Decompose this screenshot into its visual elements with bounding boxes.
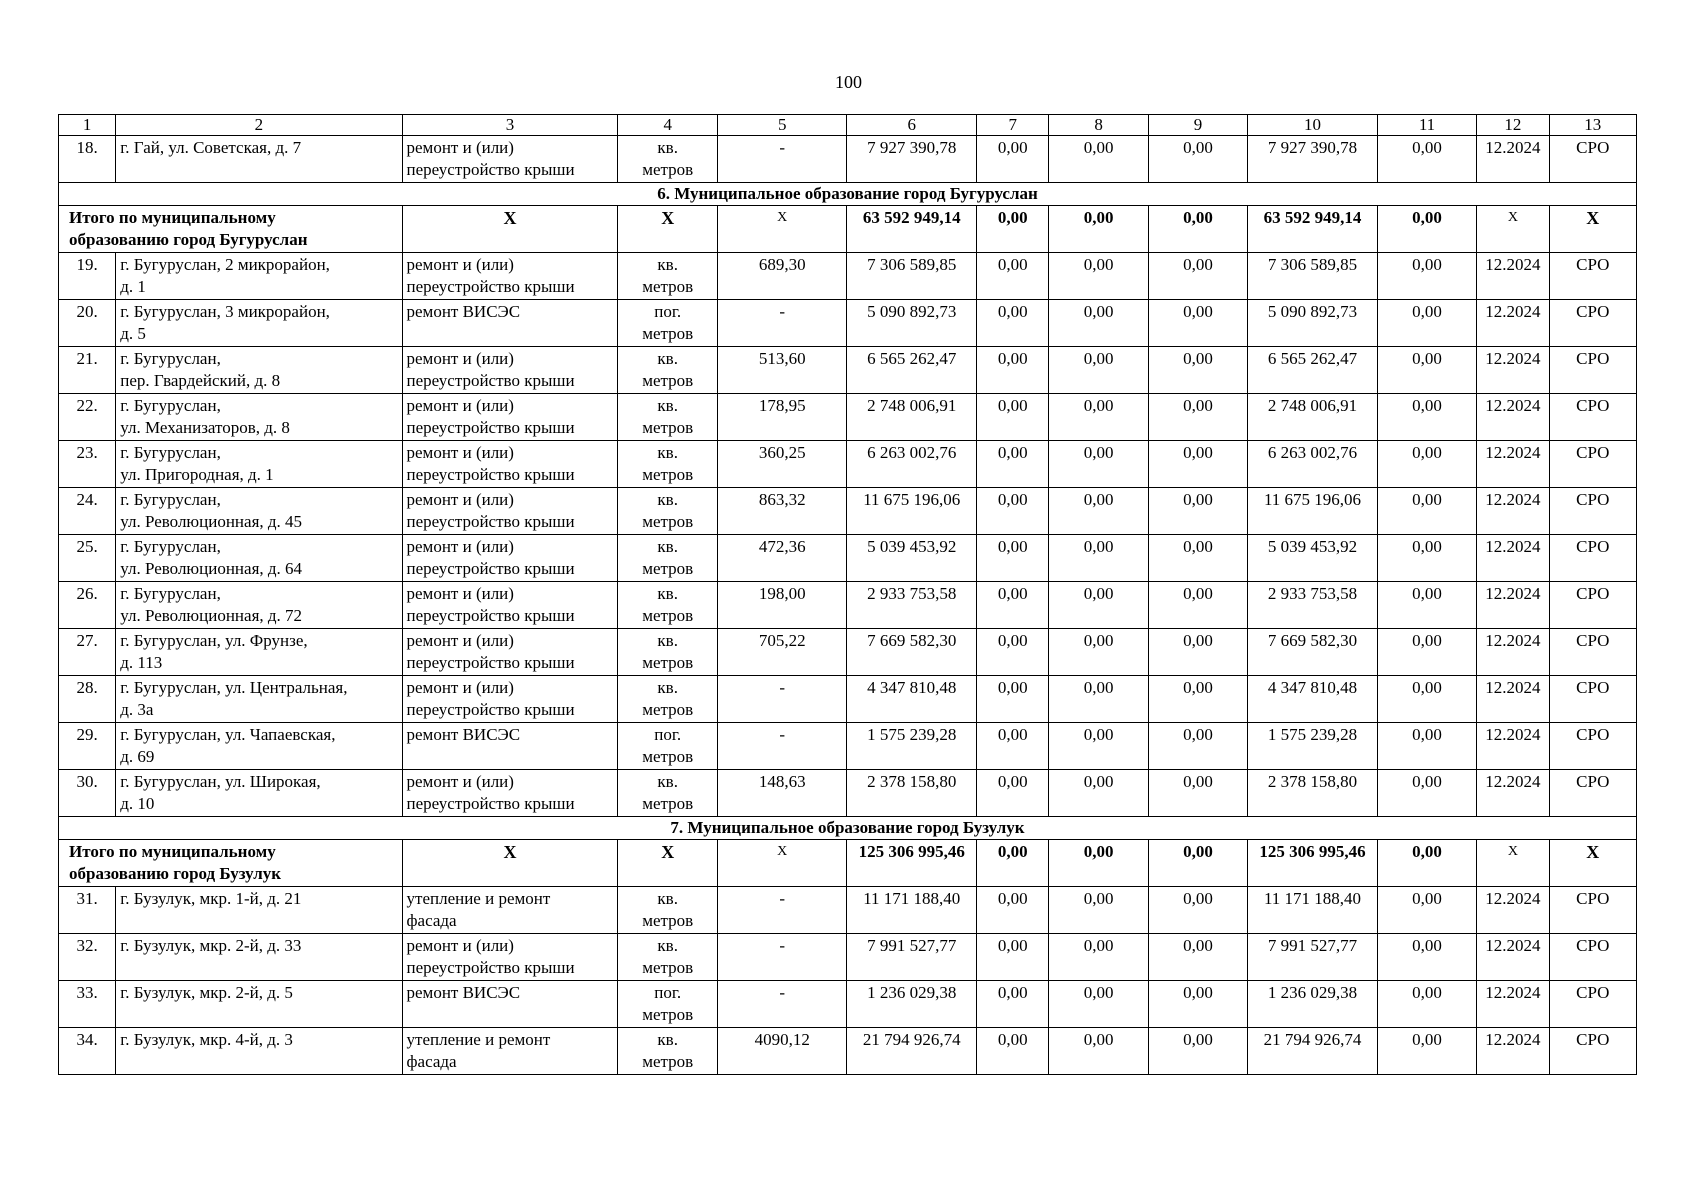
unit-cell: пог. метров xyxy=(618,723,717,770)
value-cell: 0,00 xyxy=(1148,394,1247,441)
address-cell: г. Бугуруслан, ул. Механизаторов, д. 8 xyxy=(116,394,402,441)
value-cell: 0,00 xyxy=(1049,441,1148,488)
table-row xyxy=(59,770,1637,817)
total-row xyxy=(59,840,1637,887)
value-cell: 0,00 xyxy=(1377,441,1476,488)
value-cell: 12.2024 xyxy=(1477,535,1549,582)
value-cell: 0,00 xyxy=(1377,887,1476,934)
value-cell: 12.2024 xyxy=(1477,723,1549,770)
column-number-cell: 10 xyxy=(1248,115,1378,136)
work-type-cell: ремонт ВИСЭС xyxy=(402,300,618,347)
value-cell: 0,00 xyxy=(1049,488,1148,535)
table-row xyxy=(59,629,1637,676)
column-number-cell: 11 xyxy=(1377,115,1476,136)
value-cell: 0,00 xyxy=(977,136,1049,183)
value-cell: 0,00 xyxy=(1148,441,1247,488)
column-number-cell: 12 xyxy=(1477,115,1549,136)
table-row xyxy=(59,723,1637,770)
unit-cell: кв. метров xyxy=(618,253,717,300)
value-cell: 0,00 xyxy=(1049,887,1148,934)
value-cell: 11 171 188,40 xyxy=(1248,887,1378,934)
value-cell: 0,00 xyxy=(1148,300,1247,347)
value-cell: 7 927 390,78 xyxy=(847,136,977,183)
work-type-cell: ремонт и (или) переустройство крыши xyxy=(402,535,618,582)
value-cell: 0,00 xyxy=(977,887,1049,934)
value-cell: 7 991 527,77 xyxy=(847,934,977,981)
area-cell: 689,30 xyxy=(717,253,847,300)
work-type-cell: ремонт и (или) переустройство крыши xyxy=(402,676,618,723)
area-cell: 4090,12 xyxy=(717,1028,847,1075)
area-cell: 513,60 xyxy=(717,347,847,394)
value-cell: 0,00 xyxy=(977,253,1049,300)
section-row xyxy=(59,817,1637,840)
value-cell: 0,00 xyxy=(1049,582,1148,629)
method-cell: СРО xyxy=(1549,441,1636,488)
area-cell: 863,32 xyxy=(717,488,847,535)
table-row xyxy=(59,981,1637,1028)
unit-cell: кв. метров xyxy=(618,582,717,629)
unit-cell: кв. метров xyxy=(618,136,717,183)
table-row xyxy=(59,1028,1637,1075)
table-row xyxy=(59,488,1637,535)
unit-cell: кв. метров xyxy=(618,676,717,723)
method-cell: СРО xyxy=(1549,770,1636,817)
method-cell: СРО xyxy=(1549,300,1636,347)
work-type-cell: ремонт и (или) переустройство крыши xyxy=(402,347,618,394)
value-cell: 0,00 xyxy=(977,582,1049,629)
value-cell: 12.2024 xyxy=(1477,676,1549,723)
value-cell: 0,00 xyxy=(1148,535,1247,582)
table-row xyxy=(59,535,1637,582)
value-cell: 2 378 158,80 xyxy=(847,770,977,817)
unit-cell: кв. метров xyxy=(618,394,717,441)
total-value-cell: 0,00 xyxy=(1148,206,1247,253)
total-value-cell: 0,00 xyxy=(1148,840,1247,887)
row-number: 31. xyxy=(59,887,116,934)
row-number: 20. xyxy=(59,300,116,347)
address-cell: г. Бугуруслан, ул. Революционная, д. 45 xyxy=(116,488,402,535)
column-number-cell: 13 xyxy=(1549,115,1636,136)
address-cell: г. Бузулук, мкр. 2-й, д. 5 xyxy=(116,981,402,1028)
value-cell: 0,00 xyxy=(1377,300,1476,347)
area-cell: - xyxy=(717,934,847,981)
work-type-cell: ремонт и (или) переустройство крыши xyxy=(402,394,618,441)
value-cell: 12.2024 xyxy=(1477,770,1549,817)
value-cell: 12.2024 xyxy=(1477,629,1549,676)
value-cell: 12.2024 xyxy=(1477,934,1549,981)
unit-cell: пог. метров xyxy=(618,981,717,1028)
address-cell: г. Бугуруслан, ул. Чапаевская, д. 69 xyxy=(116,723,402,770)
value-cell: 0,00 xyxy=(1377,723,1476,770)
value-cell: 0,00 xyxy=(977,723,1049,770)
value-cell: 6 263 002,76 xyxy=(847,441,977,488)
work-type-cell: ремонт и (или) переустройство крыши xyxy=(402,136,618,183)
value-cell: 0,00 xyxy=(977,394,1049,441)
method-cell: СРО xyxy=(1549,535,1636,582)
table-row xyxy=(59,136,1637,183)
address-cell: г. Бугуруслан, ул. Фрунзе, д. 113 xyxy=(116,629,402,676)
total-value-cell: 0,00 xyxy=(1377,840,1476,887)
unit-cell: кв. метров xyxy=(618,934,717,981)
value-cell: 1 236 029,38 xyxy=(1248,981,1378,1028)
area-cell: 705,22 xyxy=(717,629,847,676)
value-cell: 0,00 xyxy=(1148,488,1247,535)
row-number: 27. xyxy=(59,629,116,676)
value-cell: 0,00 xyxy=(1148,347,1247,394)
column-number-cell: 5 xyxy=(717,115,847,136)
work-type-cell: ремонт и (или) переустройство крыши xyxy=(402,934,618,981)
work-type-cell: ремонт ВИСЭС xyxy=(402,723,618,770)
method-cell: СРО xyxy=(1549,629,1636,676)
method-cell: СРО xyxy=(1549,394,1636,441)
value-cell: 0,00 xyxy=(1049,136,1148,183)
row-number: 26. xyxy=(59,582,116,629)
value-cell: 0,00 xyxy=(1377,347,1476,394)
area-cell: 198,00 xyxy=(717,582,847,629)
row-number: 29. xyxy=(59,723,116,770)
table-row xyxy=(59,887,1637,934)
row-number: 18. xyxy=(59,136,116,183)
method-cell: СРО xyxy=(1549,488,1636,535)
value-cell: 0,00 xyxy=(977,441,1049,488)
area-cell: - xyxy=(717,981,847,1028)
value-cell: 7 669 582,30 xyxy=(1248,629,1378,676)
total-value-cell: 0,00 xyxy=(1049,840,1148,887)
unit-cell: кв. метров xyxy=(618,629,717,676)
unit-cell: кв. метров xyxy=(618,488,717,535)
value-cell: 0,00 xyxy=(1148,676,1247,723)
total-x-cell: Х xyxy=(618,206,717,253)
value-cell: 0,00 xyxy=(1148,934,1247,981)
value-cell: 0,00 xyxy=(977,770,1049,817)
value-cell: 12.2024 xyxy=(1477,253,1549,300)
page-number: 100 xyxy=(835,72,862,92)
address-cell: г. Бугуруслан, ул. Революционная, д. 64 xyxy=(116,535,402,582)
method-cell: СРО xyxy=(1549,253,1636,300)
value-cell: 12.2024 xyxy=(1477,441,1549,488)
work-type-cell: ремонт и (или) переустройство крыши xyxy=(402,582,618,629)
section-row xyxy=(59,183,1637,206)
method-cell: СРО xyxy=(1549,136,1636,183)
address-cell: г. Бугуруслан, 3 микрорайон, д. 5 xyxy=(116,300,402,347)
value-cell: 0,00 xyxy=(977,535,1049,582)
value-cell: 0,00 xyxy=(1049,535,1148,582)
value-cell: 0,00 xyxy=(1148,629,1247,676)
value-cell: 0,00 xyxy=(977,676,1049,723)
value-cell: 1 575 239,28 xyxy=(847,723,977,770)
value-cell: 4 347 810,48 xyxy=(1248,676,1378,723)
value-cell: 21 794 926,74 xyxy=(1248,1028,1378,1075)
area-cell: 148,63 xyxy=(717,770,847,817)
area-cell: 360,25 xyxy=(717,441,847,488)
total-row xyxy=(59,206,1637,253)
address-cell: г. Бугуруслан, 2 микрорайон, д. 1 xyxy=(116,253,402,300)
work-type-cell: утепление и ремонт фасада xyxy=(402,887,618,934)
work-type-cell: ремонт и (или) переустройство крыши xyxy=(402,488,618,535)
work-type-cell: ремонт и (или) переустройство крыши xyxy=(402,253,618,300)
total-x-cell: Х xyxy=(1477,206,1549,253)
unit-cell: кв. метров xyxy=(618,1028,717,1075)
value-cell: 6 263 002,76 xyxy=(1248,441,1378,488)
value-cell: 12.2024 xyxy=(1477,582,1549,629)
work-type-cell: утепление и ремонт фасада xyxy=(402,1028,618,1075)
value-cell: 21 794 926,74 xyxy=(847,1028,977,1075)
table-row xyxy=(59,300,1637,347)
table-row xyxy=(59,394,1637,441)
column-number-cell: 8 xyxy=(1049,115,1148,136)
value-cell: 6 565 262,47 xyxy=(1248,347,1378,394)
area-cell: - xyxy=(717,136,847,183)
value-cell: 0,00 xyxy=(1377,934,1476,981)
value-cell: 0,00 xyxy=(1148,582,1247,629)
method-cell: СРО xyxy=(1549,887,1636,934)
row-number: 25. xyxy=(59,535,116,582)
value-cell: 0,00 xyxy=(977,300,1049,347)
capital-repair-table xyxy=(58,114,1637,1075)
total-x-cell: Х xyxy=(1549,206,1636,253)
value-cell: 0,00 xyxy=(977,488,1049,535)
total-value-cell: 0,00 xyxy=(977,206,1049,253)
row-number: 34. xyxy=(59,1028,116,1075)
value-cell: 0,00 xyxy=(977,981,1049,1028)
value-cell: 0,00 xyxy=(1377,981,1476,1028)
value-cell: 0,00 xyxy=(1377,394,1476,441)
value-cell: 12.2024 xyxy=(1477,136,1549,183)
value-cell: 0,00 xyxy=(977,347,1049,394)
column-number-cell: 2 xyxy=(116,115,402,136)
value-cell: 0,00 xyxy=(1049,629,1148,676)
value-cell: 5 039 453,92 xyxy=(847,535,977,582)
value-cell: 0,00 xyxy=(1377,582,1476,629)
unit-cell: кв. метров xyxy=(618,441,717,488)
method-cell: СРО xyxy=(1549,934,1636,981)
table-row xyxy=(59,676,1637,723)
value-cell: 7 927 390,78 xyxy=(1248,136,1378,183)
column-number-cell: 6 xyxy=(847,115,977,136)
value-cell: 0,00 xyxy=(1049,723,1148,770)
row-number: 33. xyxy=(59,981,116,1028)
row-number: 24. xyxy=(59,488,116,535)
table-row xyxy=(59,253,1637,300)
row-number: 23. xyxy=(59,441,116,488)
address-cell: г. Бугуруслан, пер. Гвардейский, д. 8 xyxy=(116,347,402,394)
total-x-cell: Х xyxy=(402,206,618,253)
value-cell: 0,00 xyxy=(1148,981,1247,1028)
header-row xyxy=(59,115,1637,136)
value-cell: 11 675 196,06 xyxy=(1248,488,1378,535)
total-label: Итого по муниципальному образованию город Бугуруслан xyxy=(59,206,403,253)
value-cell: 0,00 xyxy=(977,1028,1049,1075)
value-cell: 1 236 029,38 xyxy=(847,981,977,1028)
total-x-cell: Х xyxy=(1549,840,1636,887)
total-value-cell: 125 306 995,46 xyxy=(847,840,977,887)
area-cell: - xyxy=(717,676,847,723)
section-title: 7. Муниципальное образование город Бузулук xyxy=(59,817,1637,840)
area-cell: 178,95 xyxy=(717,394,847,441)
total-value-cell: 125 306 995,46 xyxy=(1248,840,1378,887)
value-cell: 0,00 xyxy=(1049,394,1148,441)
area-cell: 472,36 xyxy=(717,535,847,582)
value-cell: 0,00 xyxy=(1377,535,1476,582)
work-type-cell: ремонт и (или) переустройство крыши xyxy=(402,441,618,488)
value-cell: 11 171 188,40 xyxy=(847,887,977,934)
table-row xyxy=(59,582,1637,629)
work-type-cell: ремонт и (или) переустройство крыши xyxy=(402,770,618,817)
value-cell: 0,00 xyxy=(1049,300,1148,347)
value-cell: 2 933 753,58 xyxy=(1248,582,1378,629)
address-cell: г. Бугуруслан, ул. Революционная, д. 72 xyxy=(116,582,402,629)
row-number: 19. xyxy=(59,253,116,300)
value-cell: 0,00 xyxy=(1377,676,1476,723)
value-cell: 0,00 xyxy=(1049,934,1148,981)
value-cell: 5 039 453,92 xyxy=(1248,535,1378,582)
value-cell: 7 306 589,85 xyxy=(847,253,977,300)
value-cell: 0,00 xyxy=(1148,887,1247,934)
address-cell: г. Гай, ул. Советская, д. 7 xyxy=(116,136,402,183)
value-cell: 2 748 006,91 xyxy=(1248,394,1378,441)
total-value-cell: 0,00 xyxy=(1049,206,1148,253)
area-cell: - xyxy=(717,723,847,770)
value-cell: 2 378 158,80 xyxy=(1248,770,1378,817)
value-cell: 0,00 xyxy=(977,629,1049,676)
unit-cell: кв. метров xyxy=(618,770,717,817)
value-cell: 0,00 xyxy=(977,934,1049,981)
work-type-cell: ремонт ВИСЭС xyxy=(402,981,618,1028)
unit-cell: кв. метров xyxy=(618,347,717,394)
value-cell: 0,00 xyxy=(1148,136,1247,183)
value-cell: 2 933 753,58 xyxy=(847,582,977,629)
total-value-cell: 63 592 949,14 xyxy=(847,206,977,253)
value-cell: 2 748 006,91 xyxy=(847,394,977,441)
value-cell: 0,00 xyxy=(1049,676,1148,723)
section-title: 6. Муниципальное образование город Бугуруслан xyxy=(59,183,1637,206)
address-cell: г. Бузулук, мкр. 4-й, д. 3 xyxy=(116,1028,402,1075)
row-number: 22. xyxy=(59,394,116,441)
total-x-cell: Х xyxy=(717,206,847,253)
value-cell: 0,00 xyxy=(1148,723,1247,770)
value-cell: 0,00 xyxy=(1148,253,1247,300)
value-cell: 0,00 xyxy=(1377,253,1476,300)
value-cell: 11 675 196,06 xyxy=(847,488,977,535)
row-number: 30. xyxy=(59,770,116,817)
value-cell: 12.2024 xyxy=(1477,1028,1549,1075)
value-cell: 7 669 582,30 xyxy=(847,629,977,676)
total-x-cell: Х xyxy=(1477,840,1549,887)
value-cell: 0,00 xyxy=(1049,981,1148,1028)
column-number-cell: 9 xyxy=(1148,115,1247,136)
row-number: 32. xyxy=(59,934,116,981)
method-cell: СРО xyxy=(1549,1028,1636,1075)
method-cell: СРО xyxy=(1549,676,1636,723)
column-number-cell: 7 xyxy=(977,115,1049,136)
method-cell: СРО xyxy=(1549,981,1636,1028)
total-x-cell: Х xyxy=(402,840,618,887)
value-cell: 12.2024 xyxy=(1477,887,1549,934)
method-cell: СРО xyxy=(1549,723,1636,770)
row-number: 28. xyxy=(59,676,116,723)
total-value-cell: 0,00 xyxy=(1377,206,1476,253)
value-cell: 0,00 xyxy=(1049,1028,1148,1075)
value-cell: 0,00 xyxy=(1148,1028,1247,1075)
value-cell: 1 575 239,28 xyxy=(1248,723,1378,770)
value-cell: 0,00 xyxy=(1049,347,1148,394)
method-cell: СРО xyxy=(1549,347,1636,394)
address-cell: г. Бузулук, мкр. 1-й, д. 21 xyxy=(116,887,402,934)
value-cell: 12.2024 xyxy=(1477,981,1549,1028)
address-cell: г. Бугуруслан, ул. Центральная, д. 3а xyxy=(116,676,402,723)
table-row xyxy=(59,441,1637,488)
value-cell: 0,00 xyxy=(1377,488,1476,535)
value-cell: 0,00 xyxy=(1377,629,1476,676)
value-cell: 4 347 810,48 xyxy=(847,676,977,723)
column-number-cell: 4 xyxy=(618,115,717,136)
unit-cell: кв. метров xyxy=(618,535,717,582)
value-cell: 12.2024 xyxy=(1477,347,1549,394)
value-cell: 6 565 262,47 xyxy=(847,347,977,394)
value-cell: 7 991 527,77 xyxy=(1248,934,1378,981)
total-label: Итого по муниципальному образованию город Бузулук xyxy=(59,840,403,887)
value-cell: 12.2024 xyxy=(1477,488,1549,535)
total-value-cell: 0,00 xyxy=(977,840,1049,887)
work-type-cell: ремонт и (или) переустройство крыши xyxy=(402,629,618,676)
address-cell: г. Бугуруслан, ул. Широкая, д. 10 xyxy=(116,770,402,817)
value-cell: 12.2024 xyxy=(1477,394,1549,441)
value-cell: 0,00 xyxy=(1148,770,1247,817)
unit-cell: кв. метров xyxy=(618,887,717,934)
row-number: 21. xyxy=(59,347,116,394)
unit-cell: пог. метров xyxy=(618,300,717,347)
value-cell: 0,00 xyxy=(1377,770,1476,817)
table-row xyxy=(59,934,1637,981)
value-cell: 0,00 xyxy=(1377,136,1476,183)
value-cell: 0,00 xyxy=(1377,1028,1476,1075)
column-number-cell: 1 xyxy=(59,115,116,136)
area-cell: - xyxy=(717,887,847,934)
method-cell: СРО xyxy=(1549,582,1636,629)
value-cell: 0,00 xyxy=(1049,253,1148,300)
value-cell: 12.2024 xyxy=(1477,300,1549,347)
value-cell: 0,00 xyxy=(1049,770,1148,817)
address-cell: г. Бугуруслан, ул. Пригородная, д. 1 xyxy=(116,441,402,488)
table-row xyxy=(59,347,1637,394)
value-cell: 5 090 892,73 xyxy=(1248,300,1378,347)
total-x-cell: Х xyxy=(717,840,847,887)
total-value-cell: 63 592 949,14 xyxy=(1248,206,1378,253)
total-x-cell: Х xyxy=(618,840,717,887)
value-cell: 7 306 589,85 xyxy=(1248,253,1378,300)
value-cell: 5 090 892,73 xyxy=(847,300,977,347)
address-cell: г. Бузулук, мкр. 2-й, д. 33 xyxy=(116,934,402,981)
column-number-cell: 3 xyxy=(402,115,618,136)
area-cell: - xyxy=(717,300,847,347)
